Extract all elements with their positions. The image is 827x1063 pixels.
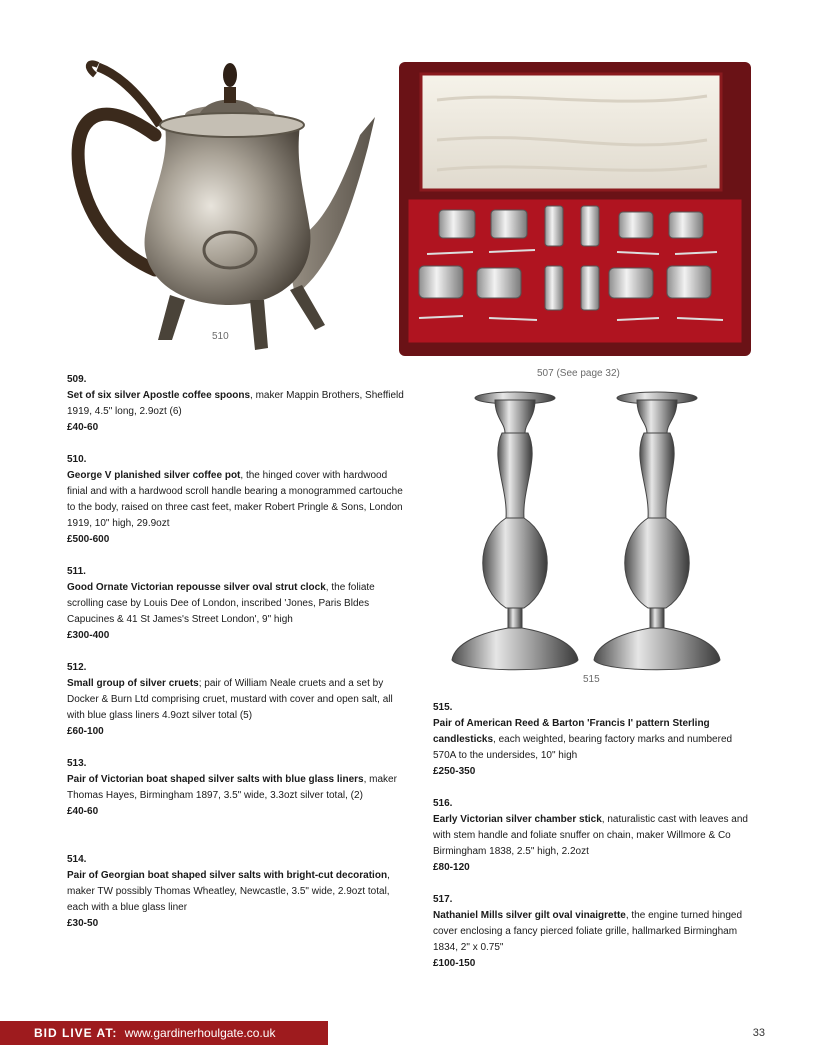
lot-number: 517. bbox=[433, 894, 453, 905]
lot-description: , maker TW possibly Thomas Wheatley, Newcastle, 3.5" wide, 2.9ozt total, each with a blue glass liner bbox=[67, 870, 390, 913]
candlesticks-image bbox=[450, 388, 730, 678]
lot-description: , maker Thomas Hayes, Birmingham 1897, 3.5" wide, 3.3ozt silver total, (2) bbox=[67, 774, 397, 801]
lot-description: ; pair of William Neale cruets and a set by Docker & Burn Ltd comprising cruet, mustard with cover and open salt, all with blue glass liners 4.9ozt silver total (5) bbox=[67, 678, 393, 721]
lot-estimate: £250-350 bbox=[433, 766, 476, 777]
lot-512 bbox=[67, 660, 407, 740]
lot-515 bbox=[433, 700, 755, 780]
lot-number: 512. bbox=[67, 662, 87, 673]
coffee-pot-image bbox=[60, 55, 390, 360]
cruet-case-caption: 507 (See page 32) bbox=[537, 368, 620, 379]
coffee-pot-caption: 510 bbox=[212, 331, 229, 342]
candlesticks-caption: 515 bbox=[583, 674, 600, 685]
lot-number: 516. bbox=[433, 798, 453, 809]
bid-live-label: BID LIVE AT: bbox=[34, 1026, 118, 1040]
lot-description: , each weighted, bearing factory marks and numbered 570A to the undersides, 10" high bbox=[433, 734, 733, 761]
lot-estimate: £100-150 bbox=[433, 958, 476, 969]
lot-description: , naturalistic cast with leaves and with stem handle and foliate snuffer on chain, maker Willmore & Co Birmingham 1838, 2.5" high, 2.2ozt bbox=[433, 814, 748, 857]
page-number: 33 bbox=[752, 1027, 765, 1039]
candlesticks-icon bbox=[450, 388, 730, 678]
lot-number: 509. bbox=[67, 374, 87, 385]
lot-title: Good Ornate Victorian repousse silver oval strut clock bbox=[67, 582, 326, 593]
lot-number: 510. bbox=[67, 454, 87, 465]
lot-title: Pair of Georgian boat shaped silver salts with bright-cut decoration bbox=[67, 870, 388, 881]
lot-title: George V planished silver coffee pot bbox=[67, 470, 241, 481]
lot-514 bbox=[67, 852, 407, 932]
lot-estimate: £40-60 bbox=[67, 422, 99, 433]
lot-509 bbox=[67, 372, 407, 436]
lot-estimate: £80-120 bbox=[433, 862, 470, 873]
lot-estimate: £40-60 bbox=[67, 806, 99, 817]
lot-510 bbox=[67, 452, 407, 548]
cruet-case-image bbox=[397, 60, 753, 358]
lot-description: , maker Mappin Brothers, Sheffield 1919, 4.5" long, 2.9ozt (6) bbox=[67, 390, 404, 417]
lot-estimate: £300-400 bbox=[67, 630, 110, 641]
cased-cruet-set-icon bbox=[397, 60, 753, 358]
lot-517 bbox=[433, 892, 755, 972]
lot-number: 513. bbox=[67, 758, 87, 769]
lot-516 bbox=[433, 796, 755, 876]
lot-511 bbox=[67, 564, 407, 644]
website-link[interactable]: www.gardinerhoulgate.co.uk bbox=[124, 1026, 276, 1040]
lot-description: , the foliate scrolling case by Louis Dee of London, inscribed 'Jones, Paris Bldes Capucines & 41 St James's Street London', 9" high bbox=[67, 582, 375, 625]
lot-number: 514. bbox=[67, 854, 87, 865]
lot-estimate: £500-600 bbox=[67, 534, 110, 545]
lot-title: Pair of Victorian boat shaped silver salts with blue glass liners bbox=[67, 774, 364, 785]
lot-estimate: £30-50 bbox=[67, 918, 99, 929]
lot-title: Early Victorian silver chamber stick bbox=[433, 814, 602, 825]
lot-description: , the engine turned hinged cover enclosing a fancy pierced foliate grille, hallmarked Birmingham 1834, 2" x 0.75" bbox=[433, 910, 743, 953]
lot-number: 511. bbox=[67, 566, 86, 577]
lot-description: , the hinged cover with hardwood finial and with a hardwood scroll handle bearing a monogrammed cartouche to the body, raised on three cast feet, maker Robert Pringle & Sons, London 1919, 10" high, 29.9ozt bbox=[67, 470, 403, 529]
lot-title: Pair of American Reed & Barton 'Francis I' pattern Sterling candlesticks bbox=[433, 718, 710, 745]
lot-513 bbox=[67, 756, 407, 820]
lot-number: 515. bbox=[433, 702, 453, 713]
silver-coffee-pot-icon bbox=[60, 55, 390, 360]
lot-title: Small group of silver cruets bbox=[67, 678, 199, 689]
lot-title: Set of six silver Apostle coffee spoons bbox=[67, 390, 251, 401]
bid-live-banner bbox=[0, 1021, 328, 1045]
lot-title: Nathaniel Mills silver gilt oval vinaigrette bbox=[433, 910, 626, 921]
lot-estimate: £60-100 bbox=[67, 726, 104, 737]
